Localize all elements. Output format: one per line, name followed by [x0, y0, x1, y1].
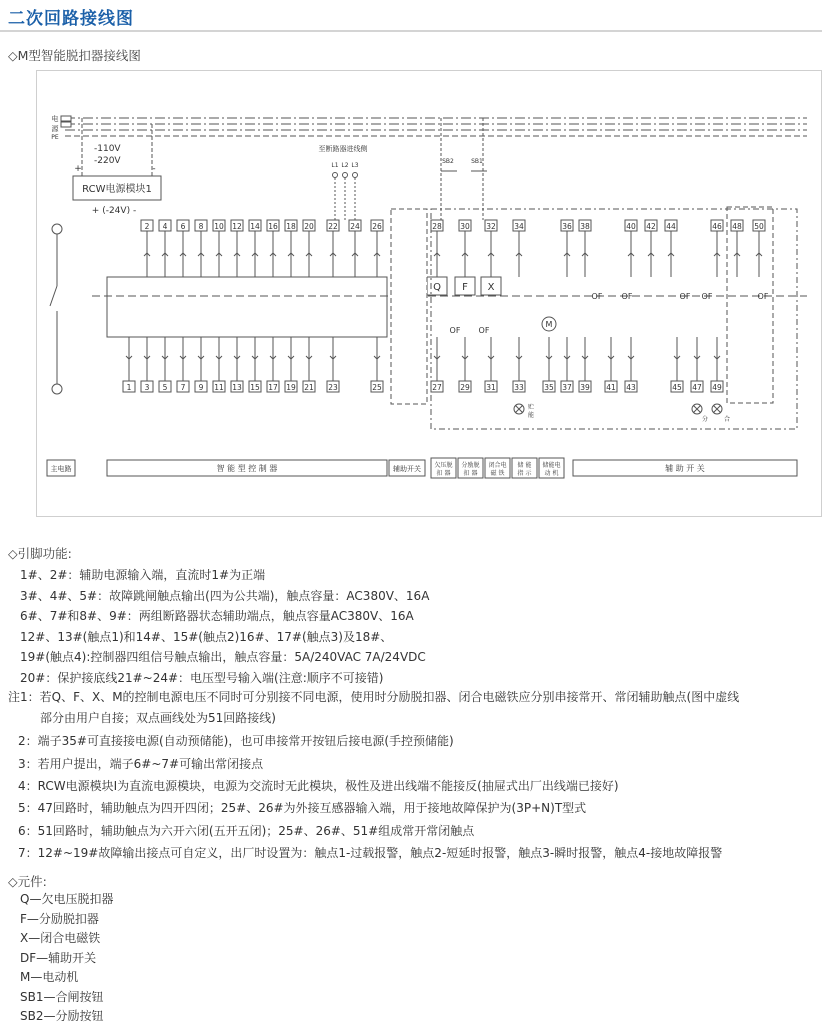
top-terminal-number: 18 [286, 222, 296, 231]
pin-line: 1#、2#：辅助电源输入端，直流时1#为正端 [20, 568, 266, 582]
top-terminal-number: 38 [580, 222, 590, 231]
voltage-label: -110V [94, 144, 121, 154]
legend-aux2: 辅 助 开 关 [665, 464, 705, 473]
top-terminal-number: 20 [304, 222, 314, 231]
fuse [61, 122, 71, 127]
power-label: 电 [51, 115, 59, 123]
bottom-terminal-number: 31 [486, 383, 496, 392]
bottom-terminal-number: 19 [286, 383, 296, 392]
wiring-diagram [36, 70, 822, 517]
inlet-terminal [333, 173, 338, 178]
pe-label: PE [51, 134, 59, 141]
minus-sign: - [152, 164, 156, 174]
dc-voltage-label: + (-24V) - [91, 206, 137, 216]
title-divider [0, 30, 822, 32]
of-label: OF [591, 292, 603, 301]
bottom-terminal-number: 11 [214, 383, 224, 392]
top-terminal-number: 50 [754, 222, 764, 231]
top-terminal-number: 4 [162, 222, 168, 231]
component-line: DF—辅助开关 [20, 950, 97, 965]
bottom-terminal-number: 15 [250, 383, 260, 392]
component-line: Q—欠电压脱扣器 [20, 892, 114, 906]
sb1-label: SB1 [471, 158, 483, 165]
note-line: 部分由用户自接；双点画线处为51回路接线) [40, 711, 276, 725]
top-terminal-number: 42 [646, 222, 656, 231]
pins-section-heading: ◇引脚功能: [8, 546, 72, 561]
bottom-terminal-number: 13 [232, 383, 242, 392]
power-module-label: RCW电源模块1 [82, 184, 152, 195]
note-line: 6：51回路时，辅助触点为六开六闭(五开五闭)；25#、26#、51#组成常开常闭触点 [18, 824, 475, 838]
pin-line: 6#、7#和8#、9#：两组断路器状态辅助端点，触点容量AC380V、16A [20, 609, 414, 623]
bottom-terminal-number: 27 [432, 383, 442, 392]
plus-sign: + [74, 164, 82, 174]
inlet-label: L2 [341, 162, 349, 169]
legend_store-line1: 储 能 [517, 462, 532, 469]
main-contact-bottom [52, 384, 62, 394]
lamp-label: 合 [723, 416, 731, 423]
lamp-label: 分 [701, 416, 709, 423]
pin-function-list [20, 565, 429, 688]
legend_x-line1: 闭合电 [488, 462, 507, 469]
bottom-terminal-number: 1 [126, 383, 132, 392]
pin-line: 3#、4#、5#：故障跳闸触点输出(四为公共端)，触点容量：AC380V、16A [20, 588, 430, 603]
inlet-label: L3 [351, 162, 359, 169]
coil_q-label: Q [433, 282, 441, 293]
legend-aux: 辅助开关 [393, 465, 421, 473]
bottom-terminal-number: 33 [514, 383, 524, 392]
note-line: 3：若用户提出，端子6#~7#可输出常闭接点 [18, 757, 264, 771]
top-terminal-number: 22 [328, 222, 338, 231]
bottom-terminal-number: 43 [626, 383, 636, 392]
component-line: SB1—合闸按钮 [20, 989, 104, 1004]
of-label: OF [621, 292, 633, 301]
power-label: 源 [51, 125, 59, 133]
bottom-terminal-number: 45 [672, 383, 682, 392]
note-line: 2：端子35#可直接接电源(自动预储能)，也可串接常开按钮后接电源(手控预储能) [18, 734, 454, 748]
inlet-terminal [343, 173, 348, 178]
top-terminal-number: 26 [372, 222, 382, 231]
top-terminal-number: 2 [144, 222, 150, 231]
of-label: OF [701, 292, 713, 301]
top-terminal-number: 48 [732, 222, 742, 231]
top-terminal-number: 44 [666, 222, 676, 231]
component-line: SB2—分励按钮 [20, 1009, 104, 1023]
top-terminal-number: 36 [562, 222, 572, 231]
top-terminal-number: 24 [350, 222, 360, 231]
bottom-terminal-number: 49 [712, 383, 722, 392]
main-contact-top [52, 224, 62, 234]
pin-line: 20#：保护接底线21#~24#：电压型号输入端(注意:顺序不可接错) [20, 670, 384, 685]
top-terminal-number: 16 [268, 222, 278, 231]
top-terminal-number: 8 [198, 222, 204, 231]
components-section-heading: ◇元件: [8, 874, 47, 889]
component-line: M—电动机 [20, 970, 79, 984]
note-line: 5：47回路时，辅助触点为四开四闭；25#、26#为外接互感器输入端，用于接地故障保护为(3P+N)T型式 [18, 801, 587, 815]
top-terminal-number: 30 [460, 222, 470, 231]
voltage-label: -220V [94, 156, 121, 166]
pin-line: 12#、13#(触点1)和14#、15#(触点2)16#、17#(触点3)及18#、 [20, 629, 393, 644]
top-terminal-number: 12 [232, 222, 242, 231]
legend_q-line1: 欠压脱 [434, 462, 453, 469]
note-line: 注1：若Q、F、X、M的控制电源电压不同时可分别接不同电源，使用时分励脱扣器、闭合电磁铁应分别串接常开、常闭辅助触点(图中虚线 [8, 690, 740, 704]
aux-dash-box [391, 209, 427, 404]
bottom-terminal-number: 7 [180, 383, 186, 392]
motor-label: M [545, 320, 553, 329]
bottom-terminal-number: 37 [562, 383, 572, 392]
fuse [61, 116, 71, 121]
lamp-label: 能 [527, 412, 535, 419]
controller-box [107, 277, 387, 337]
legend-main: 主电路 [50, 465, 72, 473]
component-list [20, 890, 113, 1027]
legend_x-line2: 磁 铁 [490, 470, 505, 477]
main-switch-blade [50, 286, 57, 306]
bottom-terminal-number: 41 [606, 383, 616, 392]
bottom-terminal-number: 17 [268, 383, 278, 392]
sb2-label: SB2 [442, 158, 454, 165]
bottom-terminal-number: 39 [580, 383, 590, 392]
legend_f-line1: 分励脱 [461, 462, 480, 469]
legend_f-line2: 扣 器 [463, 470, 478, 477]
breaker-inlet-label: 至断路器进线侧 [318, 145, 368, 153]
top-terminal-number: 40 [626, 222, 636, 231]
of-label: OF [679, 292, 691, 301]
note-line: 4：RCW电源模块I为直流电源模块，电源为交流时无此模块，极性及进出线端不能接反(抽屉式出厂出线端已接好) [18, 779, 619, 793]
coil_x-label: X [487, 282, 495, 293]
bottom-terminal-number: 21 [304, 383, 314, 392]
component-line: F—分励脱扣器 [20, 911, 99, 926]
top-terminal-number: 34 [514, 222, 524, 231]
bottom-terminal-number: 9 [198, 383, 204, 392]
bottom-terminal-number: 23 [328, 383, 338, 392]
legend-controller: 智 能 型 控 制 器 [216, 464, 278, 473]
top-terminal-number: 10 [214, 222, 224, 231]
bottom-terminal-number: 29 [460, 383, 470, 392]
coil_f-label: F [462, 282, 468, 293]
bottom-terminal-number: 3 [144, 383, 150, 392]
component-line: X—闭合电磁铁 [20, 931, 101, 945]
bottom-terminal-number: 5 [162, 383, 168, 392]
top-terminal-number: 28 [432, 222, 442, 231]
bottom-terminal-number: 35 [544, 383, 554, 392]
aux-group-box [431, 209, 797, 429]
of-label: OF [449, 326, 461, 335]
wiring-diagram-svg [37, 71, 821, 516]
bottom-terminal-number: 47 [692, 383, 702, 392]
note-line: 7：12#~19#故障输出接点可自定义，出厂时设置为：触点1-过载报警，触点2-短延时报警，触点3-瞬时报警，触点4-接地故障报警 [18, 846, 723, 860]
legend_motor-line1: 储能电 [542, 462, 561, 469]
legend_q-line2: 扣 器 [436, 470, 451, 477]
bottom-terminal-number: 25 [372, 383, 382, 392]
top-terminal-number: 6 [180, 222, 186, 231]
of-label: OF [478, 326, 490, 335]
pin-line: 19#(触点4):控制器四组信号触点输出，触点容量：5A/240VAC 7A/24VDC [20, 650, 426, 664]
top-terminal-number: 14 [250, 222, 260, 231]
lamp-label: 贮 [527, 404, 535, 411]
inlet-terminal [353, 173, 358, 178]
aux-dash-box [727, 207, 773, 403]
page-title: 二次回路接线图 [8, 9, 134, 29]
inlet-label: L1 [331, 162, 339, 169]
legend_motor-line2: 动 机 [544, 470, 559, 477]
top-terminal-number: 46 [712, 222, 722, 231]
legend_store-line2: 指 示 [517, 470, 532, 477]
of-label: OF [757, 292, 769, 301]
diagram-section-heading: ◇M型智能脱扣器接线图 [8, 48, 141, 63]
top-terminal-number: 32 [486, 222, 496, 231]
